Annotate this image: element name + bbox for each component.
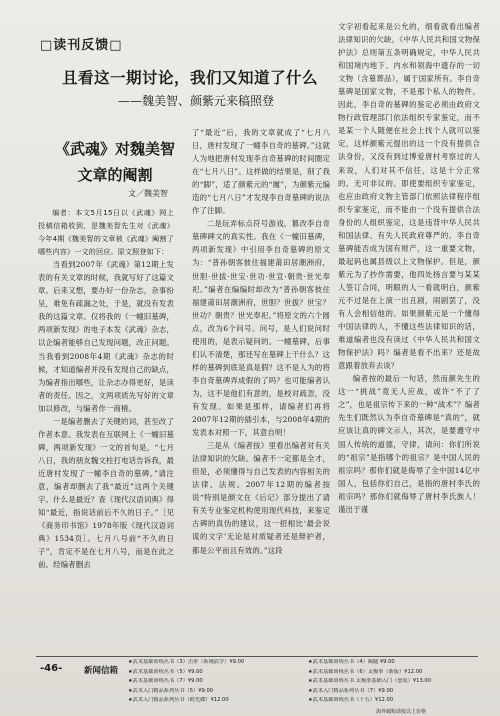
body-paragraph: 三是从《编者按》里看出编者对有关法律知识的欠缺。编者不一定都是全才，但是，必须懂得与自己发表的内容相关的法律、法规。2007年12期的编者按说“特别是颜文在《后记》部分提出了请有关专业鉴定机构使用现代科技，来鉴定古碑的真伪的建议，这一招相比‘最会说谎的文字’无论是对质疑者还是辩护者，都是公平而且有效的。”这段 [192, 441, 330, 555]
ad-item: ★武术基础训练丛书 太极拳基础入门（套装）¥13.00 [308, 678, 432, 685]
article-title [50, 136, 180, 188]
ad-item: ★武术基础训练丛书（4）踢腿 ¥9.00 [308, 659, 395, 665]
text-column-2 [192, 126, 330, 650]
editor-note [38, 206, 174, 258]
article-title-line-1: 《武魂》对魏美智 [54, 140, 175, 158]
editor-note-text: 编者：本文5月15日以《武魂》网上投稿信箱收到，是魏美智先生对《武魂》今年4期《魏美智的文章被《武魂》阉割了哪些内容》一文的回应。原文照登如下： [38, 208, 174, 257]
ad-item: ★武术基础训练丛书（3）击拳（系统武学）¥9.00 [128, 659, 245, 665]
ad-item: ★武术入门精品系列丛书（5）¥9.00 [128, 687, 214, 694]
body-paragraph: 当看到2007年《武魂》第12期上发表的有关文章的时候，我就写好了这篇文章。后来又想，要办好一份杂志，杂事纷呈，难免有疏漏之处，于是，就没有发表我的这篇文章。仅将我的《一幢旧墓碑，两项新发现》的电子本发《武魂》杂志，以企编者能够自己发现问题，改正问题。当我看到2008年4期《武魂》杂志的时候，才知道编者并没有发现自己的缺点，为编者指出哪些，让杂志办得更好，是读者的责任。因之，文两项质先写好的文章加以修改，与编者作一商榷。 [38, 260, 174, 413]
headline: 且看这一期讨论，我们又知道了什么 [62, 69, 319, 87]
text-column-3 [338, 20, 480, 668]
book-ad-list [128, 659, 480, 707]
body-paragraph: 了“最近”后，我的文章就成了“七月八日，唐村发现了一幢李自奇的墓碑。”这就人为地把唐村发现李自奇墓碑的时间圈定在“七月八日”。这样做的结果是，削了我的“脚”，适了颜紫元的“履”，为颜紫元编造的“七月八日”才发现李自奇墓碑的说法作了注脚。 [192, 128, 330, 216]
ad-footer-note: 海外邮购请按以上价格 [376, 709, 427, 715]
body-paragraph: 文字初看起来是公允的，细看就看出编者法律知识的欠缺。《中华人民共和国文物保护法》总则第五条明确规定，中华人民共和国境内地下、内水和领海中遗存的一切文物（含墓葬品），属于国家所有。李自奇墓碑是国家文物，不是那个私人的物件。因此，李自奇的墓碑的鉴定必须由政府文物行政管理部门依法组织专家鉴定，而不是某一个人随便在社会上找个人就可以鉴定，这样颜紫元提出的这一个没有提供合法身份，又没有到过博爱唐村考察过的人来说，人们对其不信任，这是十分正常的。无可非议的。即使要组织专家鉴定，也应由政府文物主管部门依照法律程序组织专家鉴定，而不能由一个没有提供合法身份的人组织鉴定，这是违背中华人民共和国法律、有失人民政府尊严的。李自奇墓碑能否成为国有财产，这一重要文物，最起码也属县级以上文物保护。但是，颜紫元为了抄作需要，他四处扬言要与某某人签订合同，明眼的人一看就明白，颜紫元不过是在上演一出丑剧，闹剧罢了，没有人会相信他的。如果颜紫元是一个懂得中国法律的人，不懂这些法律知识的话，难道编者也没有读过《中华人民共和国文物保护法》吗？编者是看不出来？还是故意跟着放弃去谈？ [338, 22, 480, 371]
body-paragraph: 一是编者删去了关键的词，甚至改了作者本意。我发表在互联网上《一幢旧墓碑，两项新发现》一文的首句是，“七月八日，我的朋友魏文柱打电话告诉我，最近唐村发现了一幢李自奇的墓碑。”请注意，编者却删去了我“最近”这两个关键字。什么是最近？查《现代汉语词典》得知“最近，指说话前后不久的日子。”［见《商务印书馆》1978年版《现代汉语词典》1534页］。七月八号前“不久的日子”，肯定不是在七月八号，而是在此之前。经编者删去 [38, 416, 174, 570]
section-label: □读刊反馈□ [40, 38, 123, 53]
ad-item: ★武术基础训练丛书（6）太极拳（新版）¥12.00 [308, 668, 423, 675]
magazine-name: 新闻信箱 [84, 666, 119, 676]
body-paragraph: 二是玩弄标点符号游戏，篡改李自奇墓碑碑文的真实性。我在《一幢旧墓碑，两项新发现》中引用李自奇墓碑的原文为：“普孙朝客彼住福建莆田居潮洲府，世胆·世拔·世宝·世功·世宣·朝贵·世光奉祀。”编者在编编时却改为“普孙朝客彼住福建莆田居潮洲府，世胆？世拔？世宝？世功？朝贵？世光奉祀。”将原文的六个圆点，改为6个问号。问号，是人们说问时使用的，是表示疑问的。一幢墓碑，后事们认不清楚，那还写在墓碑上干什么？这样的墓碑到底是真是假？这不是人为的将李自奇墓碑弄成假的了吗？也可能编者认为，这不是他们有意的，是校对疏忽，没有发现。如果是那样，请编者们再将2007年12期的插引本，与2008年4期的发表本对照一下，其意自明！ [192, 219, 330, 438]
body-paragraph: 编者按的最后一句话，然而颜先生的这一“挑战”竟无人应战，或许“不了了之”，也是祖宗传下来的一种“战术”？编者先生们既然认为李自奇墓碑是“真的”，就应该让真的碑文示人，其次，是要遵守中国人传统的道德，守律，请问：你们所说的“祖宗”是指哪个的祖宗？是中国人民的祖宗吗？那你们就是侮辱了全中国14亿中国人，包括你们自己，是指的唐村李氏的祖宗吗？那你们就侮辱了唐村李氏族人！谨出于谨 [338, 374, 480, 514]
page-number: -46- [40, 663, 63, 674]
ad-item: ★武术基础训练丛书（十五）¥12.00 [308, 697, 394, 704]
ad-item: ★武术基础训练丛书（5）¥9.00 [128, 668, 203, 675]
ad-item: ★武术基础训练丛书（7）¥9.00 [128, 678, 203, 685]
ad-item: ★武术入门精品系列丛书（附光碟）¥12.00 [128, 697, 229, 704]
ad-item: ★武术入门精品系列丛书（7）¥9.00 [308, 687, 394, 694]
text-column-1 [38, 206, 174, 650]
article-byline: 文／魏美智 [128, 189, 168, 198]
subheadline: ——魏美智、颜紫元来稿照登 [118, 94, 275, 108]
article-title-line-2: 文章的阉割 [77, 166, 153, 184]
footer-divider [36, 656, 478, 657]
